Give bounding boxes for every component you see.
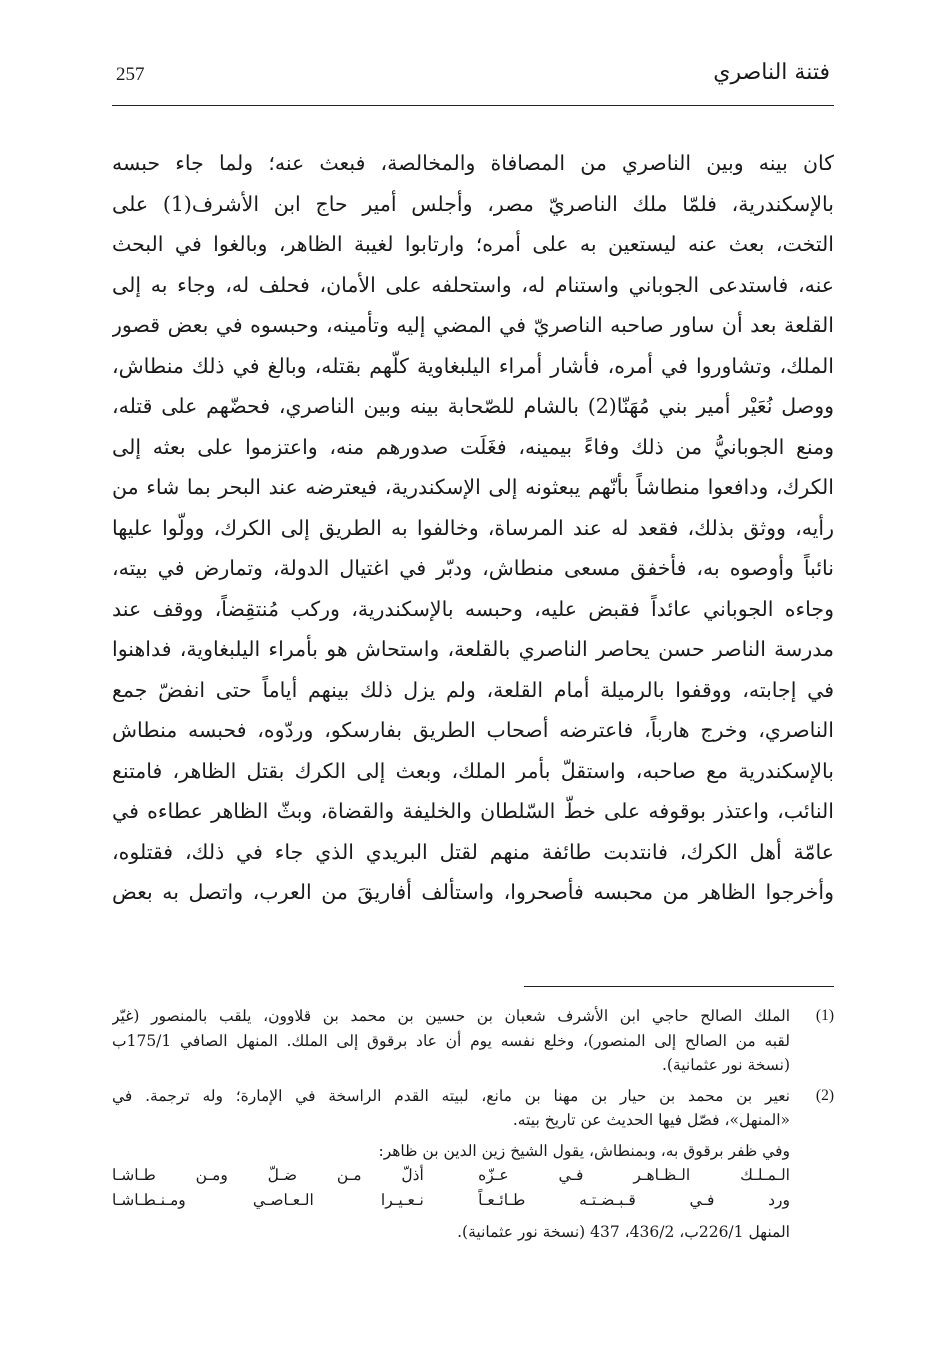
footnote-source: المنهل 226/1ب، 436/2، 437 (نسخة نور عثمانية). [457,1223,790,1241]
footnote-line: وفي ظفر برقوق به، وبمنطاش، يقول الشيخ زين الدين بن ظاهر: [378,1141,790,1160]
footnote-line: (نسخة نور عثمانية). [661,1056,790,1074]
verse-line [112,1188,790,1213]
footnote-rule [524,986,834,987]
text-line: وجاءه الجوباني عائداً فقبض عليه، وحبسه بالإسكندرية، وركب مُنتقِضاً، ووقف عند [112,596,834,621]
text-line: عنه، فاستدعى الجوباني واستنام له، واستحلفه على الأمان، فحلف له، وجاء به إلى [112,272,834,297]
text-line: الملك، وتشاوروا في أمره، فأشار أمراء اليلبغاوية كلّهم بقتله، وبالغ في ذلك منطاش، [112,353,834,378]
running-title: فتنة الناصري [713,60,830,85]
text-line: بالإسكندرية، فلمّا ملك الناصريّ مصر، وأجلس أمير حاج ابن الأشرف(1) على [112,191,834,216]
verse-second-hemistich: نـعـيـرا الـعـاصـي ومـنـطـاشـا [112,1190,424,1209]
header-rule [112,105,834,106]
text-line: وأخرجوا الظاهر من محبسه فأصحروا، واستألف أفاريقَ من العرب، واتصل به بعض [112,880,834,904]
text-line: القلعة بعد أن ساور صاحبه الناصريّ في المضي إليه وتأمينه، وحبسوه في بعض قصور [112,313,834,337]
text-line: عامّة أهل الكرك، فانتدبت طائفة منهم لقتل البريدي الذي جاء في ذلك، فقتلوه، [112,839,834,864]
text-line: في إجابته، ووقفوا بالرميلة أمام القلعة، ولم يزل ذلك بينهم أياماً حتى انفضّ جمع [112,677,834,702]
text-line: الناصري، وخرج هارباً، فاعترضه أصحاب الطريق بفارسكو، وردّوه، فحبسه منطاش [112,718,834,742]
main-text [112,143,834,913]
text-line: كان بينه وبين الناصري من المصافاة والمخالصة، فبعث عنه؛ ولما جاء حبسه [112,151,834,175]
text-line: النائب، واعتذر بوقوفه على خطّ السّلطان والخليفة والقضاة، وبثّ الظاهر عطاءه في [112,799,834,823]
page-number: 257 [116,64,145,85]
verse-second-hemistich: أذلّ مـن ضـلّ ومـن طـاشـا [112,1166,424,1184]
footnote-line: نعير بن محمد بن حيار بن مهنا بن مانع، لبيته القدم الراسخة في الإمارة؛ وله ترجمة. في [112,1086,790,1105]
footnote-line: «المنهل»، فصّل فيها الحديث عن تاريخ بيته. [512,1111,790,1129]
text-line: بالإسكندرية مع صاحبه، واستقلّ بأمر الملك، وبعث إلى الكرك بقتل الظاهر، فامتنع [112,758,834,783]
text-line: ومنع الجوبانيُّ من ذلك وفاءً بيمينه، فغَلَت صدورهم منه، واعتزموا على بعثه إلى [112,434,834,459]
footnote-body [112,1084,790,1133]
footnote-line: الملك الصالح حاجي ابن الأشرف شعبان بن حسين بن محمد بن قلاوون، يلقب بالمنصور (غيّر [112,1007,790,1025]
footnote-1 [112,1004,834,1078]
footnote-body [112,1004,790,1078]
verse-first-hemistich: ورد فـي قـبـضـتـه طـائـعـاً [478,1190,790,1209]
text-line: رأيه، ووثق بذلك، فقعد له عند المرساة، وخالفوا به الطريق إلى الكرك، وولّوا عليها [112,515,834,540]
footnote-line: لقبه من الصالح إلى المنصور)، وخلع نفسه يوم أن عاد برقوق إلى الملك. المنهل الصافي 175/1ب [112,1031,790,1050]
footnotes [112,1004,834,1245]
text-line: الكرك، ودافعوا منطاشاً بأنّهم يبعثونه إلى الإسكندرية، فيعترضه عند البحر بما شاء من [112,475,834,499]
text-line: نائباً وأوصوه به، فأخفق مسعى منطاش، ودبّر في اغتيال الدولة، وتمارض في بيته، [112,556,834,580]
verse-line [112,1163,790,1188]
footnote-number: (2) [815,1086,834,1104]
footnote-2 [112,1084,834,1133]
text-line: مدرسة الناصر حسن يحاصر الناصري بالقلعة، واستحاش هو بأمراء اليلبغاوية، فداهنوا [112,637,834,661]
footnote-number: (1) [815,1007,834,1024]
verse-first-hemistich: الـمـلـك الـظـاهـر فـي عـزّه [478,1166,790,1184]
text-line: ووصل نُعَيْر أمير بني مُهَنّا(2) بالشام للصّحابة بينه وبين الناصري، فحضّهم على قتله، [112,394,834,418]
text-line: التخت، بعث عنه ليستعين به على أمره؛ وارتابوا لغيبة الظاهر، وبالغوا في البحث [112,232,834,256]
footnote-2-continuation [112,1139,790,1245]
